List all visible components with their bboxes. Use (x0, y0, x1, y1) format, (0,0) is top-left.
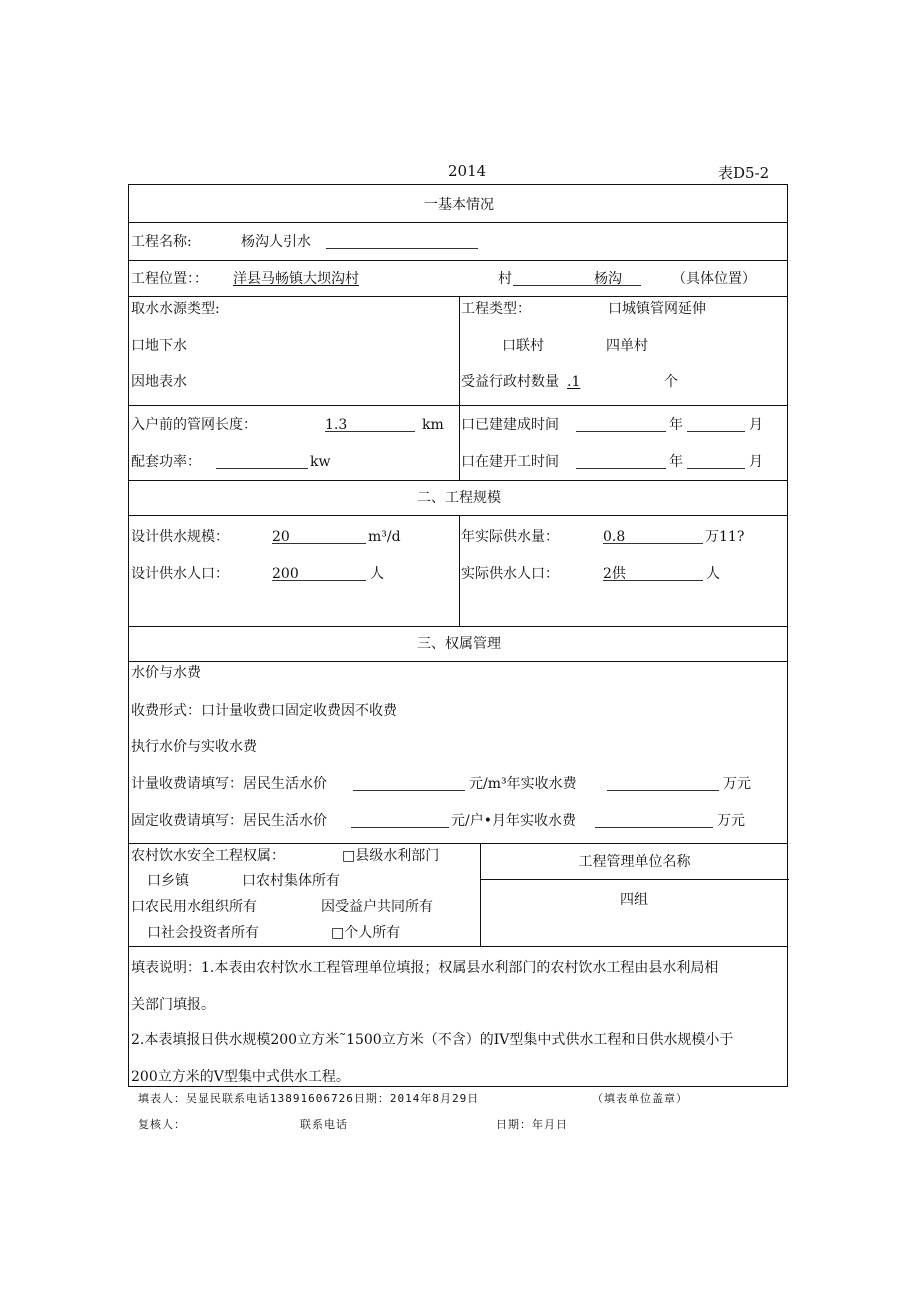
source-type-label: 取水水源类型: (131, 301, 220, 317)
annual-supply-unit: 万11? (705, 529, 745, 545)
pipe-length-label: 入户前的管网长度： (131, 417, 257, 433)
design-pop-unit: 人 (370, 566, 384, 582)
footer-reviewer: 复核人： (138, 1118, 186, 1131)
own-users-org-checkbox[interactable]: 口农民用水组织所有 (131, 899, 257, 915)
pipe-length-value: 1.3 (325, 417, 348, 433)
metered-fee-underline (607, 790, 719, 791)
design-scale-unit: m³/d (368, 529, 401, 545)
building-month-underline (687, 468, 745, 469)
building-year-underline (576, 468, 666, 469)
built-label: 口已建建成时间 (461, 417, 559, 433)
metered-unit: 元/m³年实收水费 (469, 776, 577, 792)
building-year-unit: 年 (669, 454, 683, 470)
power-unit: kw (310, 454, 331, 470)
footer-seal: （填表单位盖章） (592, 1092, 688, 1105)
section3-title: 三、权属管理 (417, 636, 501, 652)
notes-line-3: 2.本表填报日供水规模200立方米˜1500立方米（不含）的IV型集中式供水工程和日供水规模小于 (131, 1032, 734, 1048)
village-value: 杨沟 (594, 271, 622, 287)
ownership-label: 农村饮水安全工程权属： (131, 848, 285, 864)
footer-phone: 联系电话 (300, 1118, 348, 1131)
fixed-price-underline (351, 827, 449, 828)
annual-supply-underline (603, 543, 703, 544)
project-name-value: 杨沟人引水 (241, 234, 311, 250)
metered-price-underline (353, 790, 465, 791)
built-year-underline (576, 431, 666, 432)
own-social-checkbox[interactable]: 口社会投资者所有 (147, 925, 259, 941)
built-year-unit: 年 (669, 417, 683, 433)
village-label: 村 (498, 271, 512, 287)
design-pop-underline (272, 580, 366, 581)
actual-pop-value: 2供 (603, 566, 626, 582)
footer-filler: 填表人：吴显民联系电话13891606726日期：2014年8月29日 (138, 1092, 480, 1105)
own-personal-checkbox[interactable]: □个人所有 (331, 925, 401, 941)
villages-label: 受益行政村数量 (461, 374, 559, 390)
fixed-unit: 元/户•月年实收水费 (451, 813, 576, 829)
form-table (128, 184, 788, 1087)
built-month-underline (687, 431, 745, 432)
actual-pop-label: 实际供水人口： (461, 566, 559, 582)
fixed-fee-underline (595, 827, 713, 828)
location-value: 洋县马畅镇大坝沟村 (233, 271, 359, 287)
location-label: 工程位置：： (131, 271, 208, 287)
design-pop-label: 设计供水人口： (131, 566, 229, 582)
power-label: 配套功率： (131, 454, 201, 470)
fixed-wan-yuan: 万元 (717, 813, 745, 829)
annual-supply-label: 年实际供水量： (461, 529, 559, 545)
fixed-label: 固定收费请填写：居民生活水价 (131, 813, 327, 829)
mgmt-unit-value: 四组 (620, 892, 648, 908)
type-single-checkbox[interactable]: 四单村 (606, 338, 648, 354)
location-note: （具体位置） (672, 271, 756, 287)
actual-pop-underline (603, 580, 703, 581)
type-joint-checkbox[interactable]: 口联村 (502, 338, 544, 354)
own-town-checkbox[interactable]: 口乡镇 (147, 873, 189, 889)
footer-date: 日期：年月日 (496, 1118, 568, 1131)
project-type-label: 工程类型： (461, 301, 531, 317)
design-scale-value: 20 (272, 529, 290, 545)
fee-form-options[interactable]: 收费形式：口计量收费口固定收费因不收费 (131, 703, 397, 719)
form-year: 2014 (448, 162, 487, 180)
pipe-length-underline (325, 431, 415, 432)
project-name-label: 工程名称: (131, 234, 192, 250)
built-month-unit: 月 (749, 417, 763, 433)
villages-unit: 个 (664, 374, 678, 390)
project-name-underline (326, 248, 478, 249)
section1-title: 一基本情况 (424, 197, 494, 213)
own-county-checkbox[interactable]: □县级水利部门 (342, 848, 440, 864)
notes-line-4: 200立方米的V型集中式供水工程。 (131, 1069, 350, 1085)
own-village-checkbox[interactable]: 口农村集体所有 (242, 873, 340, 889)
metered-wan-yuan: 万元 (723, 776, 751, 792)
mgmt-unit-label: 工程管理单位名称 (578, 854, 691, 870)
type-urban-checkbox[interactable]: 口城镇管网延伸 (608, 301, 706, 317)
design-scale-label: 设计供水规模： (131, 529, 229, 545)
form-number: 表D5-2 (718, 164, 770, 182)
section2-title: 二、工程规模 (417, 490, 501, 506)
metered-label: 计量收费请填写：居民生活水价 (131, 776, 327, 792)
power-underline (216, 468, 308, 469)
source-surface-checkbox[interactable]: 因地表水 (131, 374, 187, 390)
building-month-unit: 月 (749, 454, 763, 470)
pipe-length-unit: km (422, 417, 444, 433)
building-label: 口在建开工时间 (461, 454, 559, 470)
source-groundwater-checkbox[interactable]: 口地下水 (131, 338, 187, 354)
annual-supply-value: 0.8 (603, 529, 626, 545)
villages-value: .1 (567, 374, 581, 390)
design-scale-underline (272, 543, 366, 544)
notes-line-1: 填表说明：1.本表由农村饮水工程管理单位填报；权属县水利部门的农村饮水工程由县水利局相 (131, 960, 719, 976)
actual-pop-unit: 人 (706, 566, 720, 582)
own-beneficiaries-checkbox[interactable]: 因受益户共同所有 (321, 899, 433, 915)
notes-line-2: 关部门填报。 (131, 997, 215, 1013)
exec-price-heading: 执行水价与实收水费 (131, 739, 257, 755)
water-price-heading: 水价与水费 (131, 665, 201, 681)
design-pop-value: 200 (272, 566, 299, 582)
